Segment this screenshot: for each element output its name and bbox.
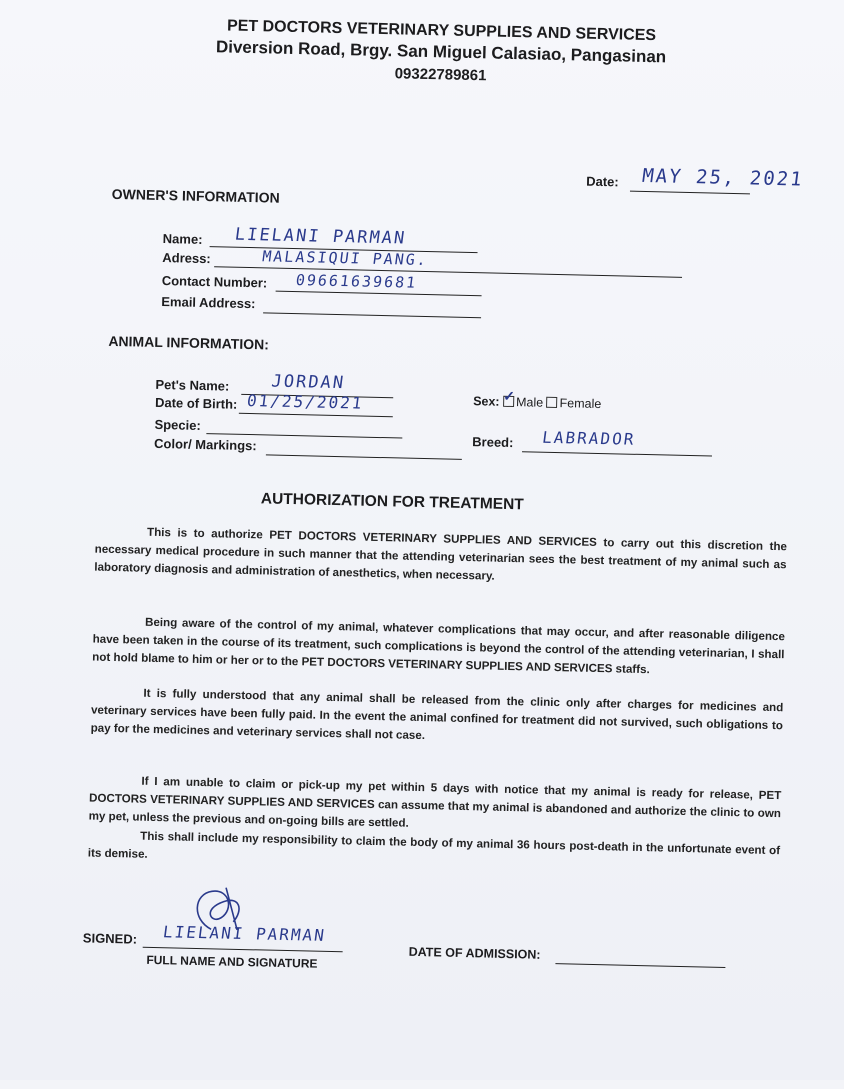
owner-name-value: LIELANI PARMAN [233, 224, 408, 249]
auth-paragraph-3 [90, 684, 783, 754]
female-checkbox[interactable] [547, 397, 558, 408]
signed-name-value: LIELANI PARMAN [161, 922, 328, 945]
auth-paragraph-2 [92, 613, 785, 683]
male-option-label: Male [515, 395, 544, 410]
owner-address-line [214, 266, 682, 278]
company-phone: 09322789861 [394, 65, 487, 85]
owner-heading: OWNER'S INFORMATION [111, 185, 280, 206]
owner-contact-label: Contact Number: [161, 273, 268, 291]
date-label: Date: [586, 173, 619, 190]
auth-paragraph-1-text: This is to authorize PET DOCTORS VETERINARY SUPPLIES AND SERVICES to carry out this discretion the necessary medical procedure in such manner that the attending veterinarian sees the best treatment of my animal such as laboratory diagnosis and administration of anesthetics, when necessary. [94, 525, 788, 583]
owner-contact-line [276, 291, 482, 297]
admission-date-label: DATE OF ADMISSION: [408, 944, 541, 962]
owner-email-label: Email Address: [161, 294, 256, 312]
auth-paragraph-4-text: If I am unable to claim or pick-up my pet within 5 days with notice that my animal is ready for release, PET DOCTORS VETERINARY SUPPLIES AND SERVICES can assume that my animal is abandoned and authorize the clinic to own my pet, unless the previous and on-going bills are settled. [88, 774, 782, 830]
animal-heading: ANIMAL INFORMATION: [108, 332, 270, 353]
pet-name-value: JORDAN [270, 371, 347, 394]
pet-name-label: Pet's Name: [155, 376, 230, 394]
owner-name-label: Name: [162, 231, 203, 247]
company-address: Diversion Road, Brgy. San Miguel Calasiao, Pangasinan [215, 37, 667, 67]
dob-value: 01/25/2021 [245, 391, 365, 413]
signed-line [143, 947, 343, 953]
specie-label: Specie: [154, 416, 201, 433]
sex-label: Sex: [473, 394, 500, 409]
auth-paragraph-3-text: It is fully understood that any animal shall be released from the clinic only after charges for medicines and veterinary services have been fully paid. In the event the animal confined for treatment did not survived, such obligations to pay for the medicines and veterinary services shall not case. [90, 686, 784, 743]
auth-paragraph-1 [94, 523, 787, 593]
sex-field [473, 387, 602, 412]
check-mark-icon: ✓ [503, 387, 516, 405]
color-line [266, 454, 462, 459]
dob-label: Date of Birth: [154, 394, 238, 412]
dob-line [239, 413, 393, 417]
company-name: PET DOCTORS VETERINARY SUPPLIES AND SERVICES [226, 17, 657, 45]
owner-address-label: Adress: [162, 250, 211, 267]
owner-contact-value: 09661639681 [294, 271, 419, 292]
owner-address-value: MALASIQUI PANG. [261, 247, 429, 270]
auth-paragraph-2-text: Being aware of the control of my animal, whatever complications that may occur, and after reasonable diligence have been taken in the course of its treatment, such complications is beyond the control of the attending veterinarian, I shall not hold blame to him or her or to the PET DOCTORS VETERINARY SUPPLIES AND SERVICES staffs. [92, 615, 786, 677]
signed-label: SIGNED: [82, 930, 138, 947]
breed-value: LABRADOR [541, 427, 637, 449]
admission-date-line [555, 963, 725, 968]
signature-caption: FULL NAME AND SIGNATURE [146, 952, 318, 971]
date-value: MAY 25, 2021 [640, 164, 805, 191]
authorization-title: AUTHORIZATION FOR TREATMENT [260, 490, 524, 514]
date-line [630, 191, 750, 195]
auth-paragraph-5-text: This shall include my responsibility to claim the body of my animal 36 hours post-death in the unfortunate event of its demise. [87, 829, 781, 861]
breed-label: Breed: [472, 434, 514, 451]
color-label: Color/ Markings: [153, 435, 257, 454]
owner-email-line [263, 312, 481, 318]
breed-line [522, 451, 712, 456]
female-option-label: Female [559, 396, 602, 412]
male-checkbox[interactable] [503, 387, 516, 407]
